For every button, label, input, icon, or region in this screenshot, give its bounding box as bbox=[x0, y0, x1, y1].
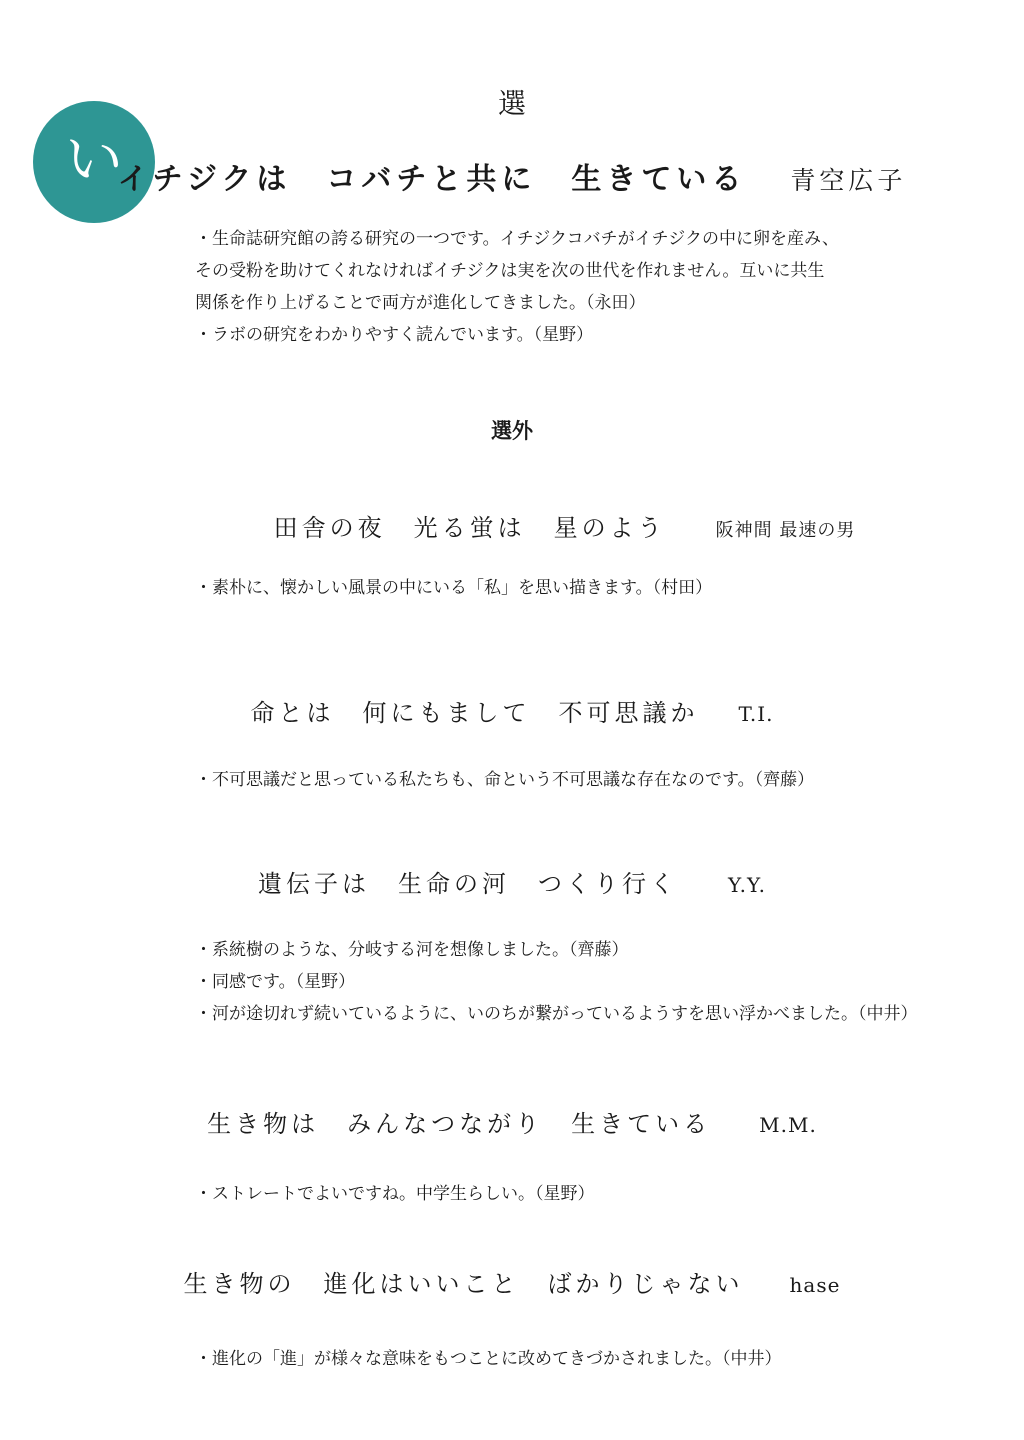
badge-character: い bbox=[64, 125, 123, 193]
haiku-entry bbox=[0, 693, 1024, 728]
haiku-author: M.M. bbox=[759, 1113, 817, 1137]
haiku-poem: 生き物の 進化はいいこと ばかりじゃない bbox=[183, 1270, 744, 1298]
haiku-author: 阪神間 最速の男 bbox=[715, 520, 856, 541]
haiku-entry bbox=[0, 1264, 1024, 1299]
haiku-author: T.I. bbox=[738, 702, 774, 726]
haiku-comments bbox=[195, 934, 1005, 1030]
haiku-comments bbox=[195, 764, 1005, 796]
comment-line: 関係を作り上げることで両方が進化してきました。（永田） bbox=[195, 293, 646, 313]
comment-line: ・同感です。（星野） bbox=[195, 972, 356, 992]
haiku-poem: 命とは 何にもまして 不可思議か bbox=[250, 699, 699, 727]
featured-comments bbox=[195, 223, 1005, 351]
featured-haiku bbox=[0, 154, 1024, 198]
haiku-author: Y.Y. bbox=[728, 873, 766, 897]
haiku-poem: 田舎の夜 光る蛍は 星のよう bbox=[273, 514, 666, 542]
selected-heading: 選 bbox=[497, 87, 526, 120]
comment-line: ・進化の「進」が様々な意味をもつことに改めてきづかされました。（中井） bbox=[195, 1349, 782, 1369]
haiku-comments bbox=[195, 572, 1005, 604]
not-selected-heading: 選外 bbox=[491, 419, 533, 443]
haiku-poem: 遺伝子は 生命の河 つくり行く bbox=[258, 870, 679, 898]
haiku-entry bbox=[0, 1104, 1024, 1139]
comment-line: ・ラボの研究をわかりやすく読んでいます。（星野） bbox=[195, 325, 594, 345]
comment-line: ・素朴に、懐かしい風景の中にいる「私」を思い描きます。（村田） bbox=[195, 578, 713, 598]
haiku-author: hase bbox=[789, 1273, 841, 1297]
haiku-comments bbox=[195, 1343, 1005, 1375]
comment-line: その受粉を助けてくれなければイチジクは実を次の世代を作れません。互いに共生 bbox=[195, 261, 825, 281]
haiku-comments bbox=[195, 1178, 1005, 1210]
haiku-entry bbox=[0, 864, 1024, 899]
comment-line: ・ストレートでよいですね。中学生らしい。（星野） bbox=[195, 1184, 595, 1204]
haiku-entry bbox=[0, 508, 1024, 543]
comment-line: ・不可思議だと思っている私たちも、命という不可思議な存在なのです。（齊藤） bbox=[195, 770, 815, 790]
comment-line: ・生命誌研究館の誇る研究の一つです。イチジクコバチがイチジクの中に卵を産み、 bbox=[195, 229, 839, 249]
featured-poem: イチジクは コバチと共に 生きている bbox=[117, 162, 747, 197]
comment-line: ・系統樹のような、分岐する河を想像しました。（齊藤） bbox=[195, 940, 629, 960]
featured-author: 青空広子 bbox=[790, 166, 907, 195]
haiku-poem: 生き物は みんなつながり 生きている bbox=[207, 1110, 712, 1138]
comment-line: ・河が途切れず続いているように、いのちが繋がっているようすを思い浮かべました。（中井） bbox=[195, 1004, 918, 1024]
